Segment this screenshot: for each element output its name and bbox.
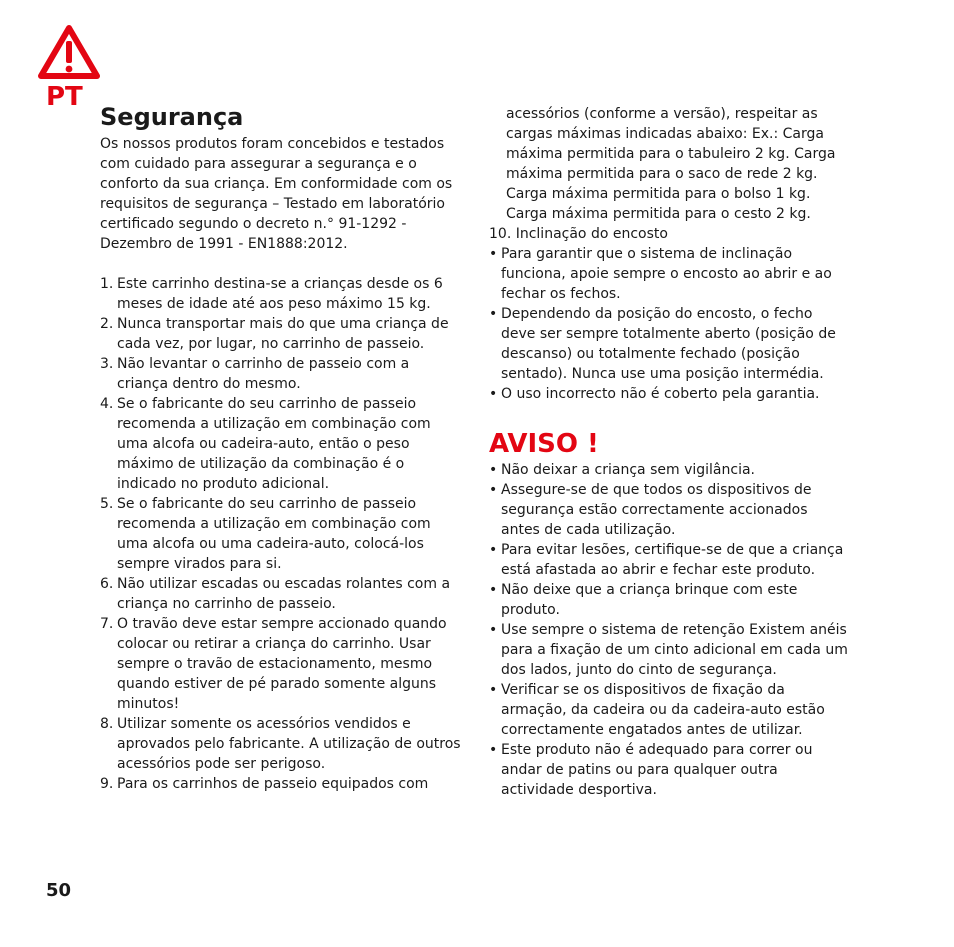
list-item: 9. Para os carrinhos de passeio equipados com: [100, 776, 429, 792]
list-item: 6. Não utilizar escadas ou escadas rolantes com a criança no carrinho de passeio.: [100, 576, 451, 612]
page-number: 50: [46, 880, 72, 901]
recline-bullets: [489, 244, 849, 404]
left-column: [100, 100, 462, 794]
warning-heading: AVISO !: [489, 429, 599, 459]
list-item: • Este produto não é adequado para correr ou andar de patins ou para qualquer outra actividade desportiva.: [489, 742, 813, 798]
list-item: • Para evitar lesões, certifique-se de que a criança está afastada ao abrir e fechar este produto.: [489, 542, 844, 578]
item-10-heading: 10. Inclinação do encosto: [489, 226, 668, 242]
warning-triangle-icon: [37, 24, 101, 82]
list-item: 8. Utilizar somente os acessórios vendidos e aprovados pelo fabricante. A utilização de outros acessórios pode ser perigoso.: [100, 716, 461, 772]
right-column: [489, 104, 849, 800]
list-item: • Assegure-se de que todos os dispositivos de segurança estão correctamente accionados antes de cada utilização.: [489, 482, 812, 538]
page-title: Segurança: [100, 103, 244, 131]
language-code: PT: [46, 82, 83, 112]
list-item: • Para garantir que o sistema de inclinação funciona, apoie sempre o encosto ao abrir e ao fechar os fechos.: [489, 246, 832, 302]
list-item: • Use sempre o sistema de retenção Existem anéis para a fixação de um cinto adicional em cada um dos lados, junto do cinto de segurança.: [489, 622, 848, 678]
list-item: 3. Não levantar o carrinho de passeio com a criança dentro do mesmo.: [100, 356, 410, 392]
list-item: • Dependendo da posição do encosto, o fecho deve ser sempre totalmente aberto (posição de descanso) ou totalmente fechado (posição sentado). Nunca use uma posição intermédia.: [489, 306, 836, 382]
intro-paragraph: Os nossos produtos foram concebidos e testados com cuidado para assegurar a segurança e o conforto da sua criança. Em conformidade com os requisitos de segurança – Testado em laboratório certificado segundo o decreto n.° 91-1292 - Dezembro de 1991 - EN1888:2012.: [100, 136, 453, 252]
list-item: • Não deixar a criança sem vigilância.: [489, 462, 755, 478]
list-item: • Verificar se os dispositivos de fixação da armação, da cadeira ou da cadeira-auto estão correctamente engatados antes de utilizar.: [489, 682, 825, 738]
safety-list: [100, 274, 462, 794]
item-9-continuation: acessórios (conforme a versão), respeitar as cargas máximas indicadas abaixo: Ex.: Carga máxima permitida para o tabuleiro 2 kg. Carga máxima permitida para o saco de rede 2 kg. Carga máxima permitida para o bolso 1 kg. Carga máxima permitida para o cesto 2 kg.: [506, 106, 836, 222]
warning-bullets: [489, 460, 849, 800]
list-item: 4. Se o fabricante do seu carrinho de passeio recomenda a utilização em combinação com uma alcofa ou cadeira-auto, então o peso máximo de utilização da combinação é o indicado no produto adicional.: [100, 396, 431, 492]
list-item: 2. Nunca transportar mais do que uma criança de cada vez, por lugar, no carrinho de passeio.: [100, 316, 449, 352]
list-item: 7. O travão deve estar sempre accionado quando colocar ou retirar a criança do carrinho. Usar sempre o travão de estacionamento, mesmo quando estiver de pé parado somente alguns minutos!: [100, 616, 447, 712]
list-item: • Não deixe que a criança brinque com este produto.: [489, 582, 798, 618]
list-item: 5. Se o fabricante do seu carrinho de passeio recomenda a utilização em combinação com uma alcofa ou uma cadeira-auto, colocá-los sempre virados para si.: [100, 496, 431, 572]
list-item: 1. Este carrinho destina-se a crianças desde os 6 meses de idade até aos peso máximo 15 kg.: [100, 276, 443, 312]
list-item: • O uso incorrecto não é coberto pela garantia.: [489, 386, 820, 402]
